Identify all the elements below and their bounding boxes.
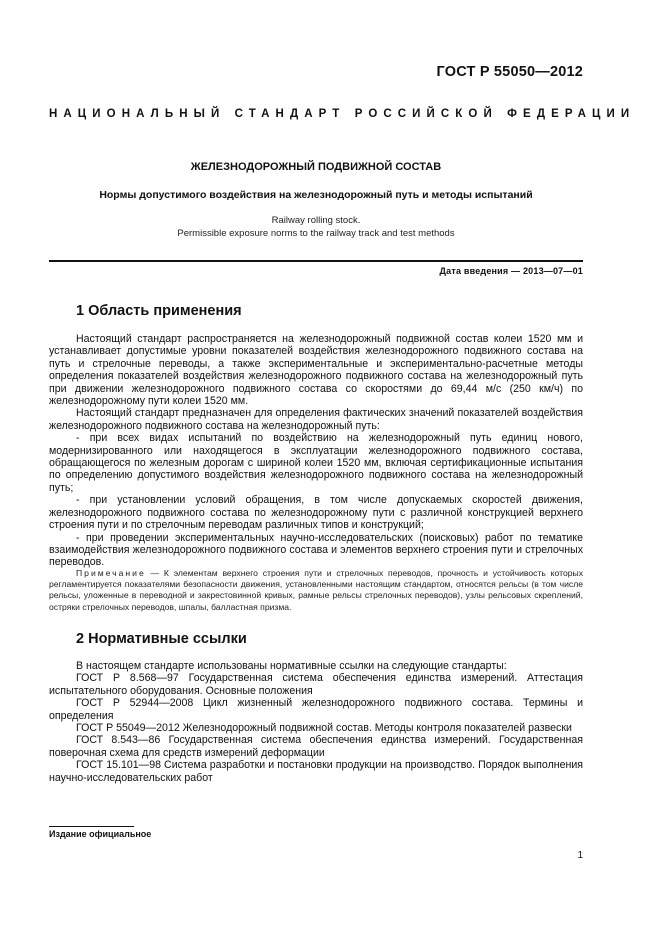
english-title-line-1: Railway rolling stock. bbox=[271, 215, 361, 226]
note-text: — К элементам верхнего строения пути и стрелочных переводов, прочность и устойчивость которых регламентируется показателями безопасности движения, установленными настоящим стандартом, относятся рельсы (в том числе рельсы, уложенные в переводной и закрестовинной кривых, рамные рельсы стрелочных переводов), узлы рельсовых скреплений, остряки стрелочных переводов, шпалы, балластная призма. bbox=[49, 568, 583, 612]
section-2-body bbox=[49, 660, 583, 784]
reference-item: ГОСТ Р 52944—2008 Цикл жизненный железнодорожного подвижного состава. Термины и определения bbox=[49, 697, 583, 722]
reference-item: ГОСТ 15.101—98 Система разработки и постановки продукции на производство. Порядок выполнения научно-исследовательских работ bbox=[49, 759, 583, 784]
introduction-date: Дата введения — 2013—07—01 bbox=[439, 266, 583, 276]
section-1-body bbox=[49, 333, 583, 569]
list-item: - при проведении экспериментальных научно-исследовательских (поисковых) работ по тематике взаимодействия железнодорожного подвижного состава и элементов верхнего строения пути и стрелочных переводов. bbox=[49, 531, 583, 569]
section-1-heading: 1 Область применения bbox=[76, 303, 242, 319]
national-standard-title: НАЦИОНАЛЬНЫЙ СТАНДАРТ РОССИЙСКОЙ ФЕДЕРАЦИИ bbox=[49, 108, 636, 120]
page-number: 1 bbox=[577, 850, 583, 861]
document-title: ЖЕЛЕЗНОДОРОЖНЫЙ ПОДВИЖНОЙ СОСТАВ bbox=[190, 161, 442, 173]
reference-item: ГОСТ 8.543—86 Государственная система обеспечения единства измерений. Государственная поверочная схема для средств измерений деформации bbox=[49, 734, 583, 759]
note-label: Примечание bbox=[76, 568, 146, 578]
section-1-note bbox=[49, 568, 583, 613]
reference-item: ГОСТ Р 8.568—97 Государственная система обеспечения единства измерений. Аттестация испытательного оборудования. Основные положения bbox=[49, 672, 583, 697]
list-item: - при всех видах испытаний по воздействию на железнодорожный путь единиц нового, модернизированного или находящегося в эксплуатации железнодорожного подвижного состава, обращающегося по железным дорогам с шириной колеи 1520 мм, включая сертификационные испытания по определению допустимого воздействия железнодорожного подвижного состава на железнодорожный путь; bbox=[49, 432, 583, 494]
reference-item: ГОСТ Р 55049—2012 Железнодорожный подвижной состав. Методы контроля показателей развески bbox=[76, 722, 572, 735]
title-divider bbox=[49, 260, 583, 262]
paragraph: Настоящий стандарт распространяется на железнодорожный подвижной состав колеи 1520 мм и устанавливает допустимые уровни показателей воздействия железнодорожного подвижного состава на путь и стрелочные переводы, а также экспериментальные и экспериментально-расчетные методы определения показателей воздействия железнодорожного подвижного состава на железнодорожный путь при движении железнодорожного подвижного состава со скоростями до 69,44 м/с (250 км/ч) по железнодорожному пути колеи 1520 мм. bbox=[49, 333, 583, 408]
list-item: - при установлении условий обращения, в том числе допускаемых скоростей движения, железнодорожного подвижного состава по железнодорожному пути с различной конструкцией верхнего строения пути и по стрелочным переводам различных типов и конструкций; bbox=[49, 494, 583, 532]
official-edition-label: Издание официальное bbox=[49, 829, 152, 839]
gost-code: ГОСТ Р 55050—2012 bbox=[436, 64, 583, 80]
paragraph: Настоящий стандарт предназначен для определения фактических значений показателей воздействия железнодорожного подвижного состава на железнодорожный путь: bbox=[49, 407, 583, 432]
footer-divider bbox=[49, 826, 134, 827]
english-title bbox=[49, 214, 583, 240]
paragraph: В настоящем стандарте использованы нормативные ссылки на следующие стандарты: bbox=[76, 660, 507, 672]
english-title-line-2: Permissible exposure norms to the railway track and test methods bbox=[177, 228, 455, 239]
section-2-heading: 2 Нормативные ссылки bbox=[76, 631, 247, 647]
document-subtitle: Нормы допустимого воздействия на железнодорожный путь и методы испытаний bbox=[99, 189, 533, 201]
